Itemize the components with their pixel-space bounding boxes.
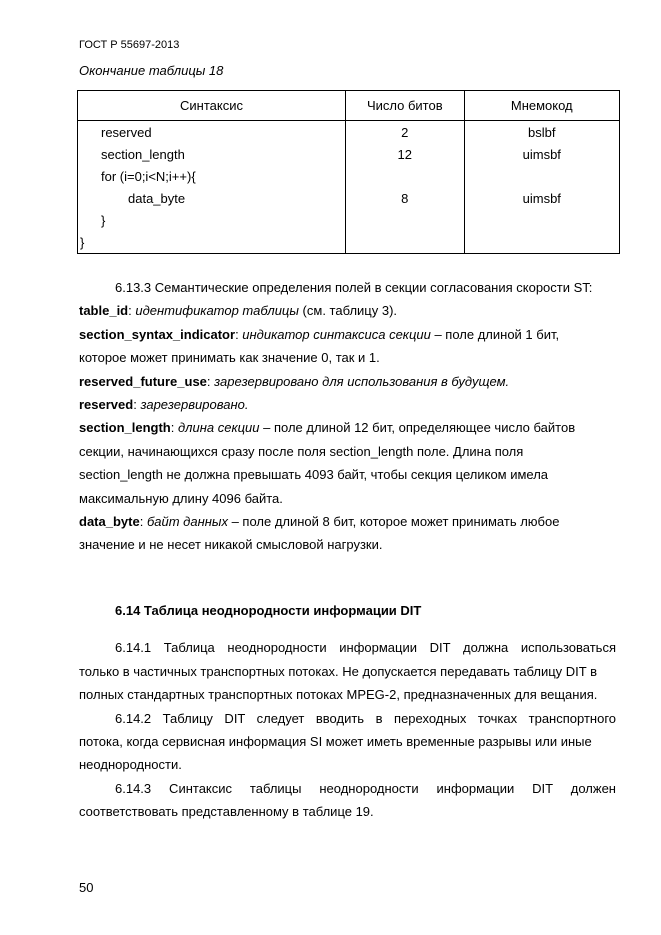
field-continuation: значение и не несет никакой смысловой нагрузки. (79, 537, 383, 553)
mnemonic-cell (464, 209, 619, 231)
mnemonic-cell (464, 231, 619, 254)
syntax-cell: reserved (78, 121, 346, 144)
syntax-cell: } (78, 209, 346, 231)
paragraph-6-14-2-line: неоднородности. (79, 757, 182, 773)
mnemonic-cell: uimsbf (464, 143, 619, 165)
header-syntax: Синтаксис (78, 91, 346, 121)
table-row (78, 165, 620, 187)
table-header-row (78, 91, 620, 121)
field-definition: зарезервировано. (140, 397, 249, 413)
mnemonic-cell: bslbf (464, 121, 619, 144)
mnemonic-cell (464, 165, 619, 187)
field-definition: зарезервировано для использования в будущем. (214, 373, 510, 389)
table-row (78, 231, 620, 254)
mnemonic-cell: uimsbf (464, 187, 619, 209)
bits-cell (346, 231, 465, 254)
paragraph-6-13-3: 6.13.3 Семантические определения полей в секции согласования скорости ST: (115, 280, 593, 295)
field-data-byte: data_byte: байт данных – поле длиной 8 бит, которое может принимать любое (79, 514, 560, 530)
syntax-table (77, 90, 620, 254)
paragraph-6-14-3-line: соответствовать представленному в таблице 19. (79, 804, 374, 820)
header-mnemonic: Мнемокод (464, 91, 619, 121)
header-bits: Число битов (346, 91, 465, 121)
body-text (79, 276, 616, 824)
standard-header: ГОСТ Р 55697-2013 (79, 39, 180, 51)
field-section-syntax-indicator: section_syntax_indicator: индикатор синтаксиса секции – поле длиной 1 бит, (79, 326, 560, 342)
bits-cell: 8 (346, 187, 465, 209)
paragraph-6-14-1-line: 6.14.1 Таблица неоднородности информации DIT должна использоваться (115, 640, 616, 656)
table-row (78, 121, 620, 144)
paragraph-6-14-1-line: только в частичных транспортных потоках. Не допускается передавать таблицу DIT в (79, 663, 598, 679)
field-reserved-future-use: reserved_future_use: зарезервировано для использования в будущем. (79, 373, 510, 389)
syntax-cell: section_length (78, 143, 346, 165)
paragraph-6-14-2-line: потока, когда сервисная информация SI может иметь временные разрывы или иные (79, 733, 592, 749)
field-definition: индикатор синтаксиса секции (242, 326, 431, 342)
field-definition: байт данных (146, 514, 228, 530)
field-table-id: table_id: идентификатор таблицы (см. таблицу 3). (79, 303, 398, 319)
paragraph-6-14-1-line: полных стандартных транспортных потоках MPEG-2, предназначенных для вещания. (79, 687, 598, 703)
syntax-cell: data_byte (78, 187, 346, 209)
field-term: reserved_future_use (79, 373, 207, 389)
bits-cell (346, 165, 465, 187)
table-caption: Окончание таблицы 18 (79, 63, 224, 78)
field-continuation: секции, начинающихся сразу после поля section_length поле. Длина поля (79, 443, 524, 459)
table-row (78, 209, 620, 231)
bits-cell: 2 (346, 121, 465, 144)
paragraph-6-14-3-line: 6.14.3 Синтаксис таблицы неоднородности информации DIT должен (115, 780, 616, 796)
field-section-length: section_length: длина секции – поле длиной 12 бит, определяющее число байтов (79, 420, 576, 436)
field-term: table_id (79, 303, 129, 319)
field-continuation: которое может принимать как значение 0, так и 1. (79, 350, 380, 366)
bits-cell: 12 (346, 143, 465, 165)
table-row (78, 187, 620, 209)
field-continuation: section_length не должна превышать 4093 байт, чтобы секция целиком имела (79, 467, 549, 483)
syntax-cell: } (78, 231, 346, 254)
field-term: section_length (79, 420, 171, 436)
paragraph-6-14-2-line: 6.14.2 Таблицу DIT следует вводить в переходных точках транспортного (115, 710, 616, 726)
field-reserved: reserved: зарезервировано. (79, 397, 249, 413)
field-term: data_byte (79, 514, 140, 530)
field-continuation: максимальную длину 4096 байта. (79, 490, 283, 506)
section-heading: 6.14 Таблица неоднородности информации DIT (115, 602, 422, 618)
field-term: reserved (79, 397, 134, 413)
table-row (78, 143, 620, 165)
field-definition: длина секции (177, 420, 260, 436)
field-term: section_syntax_indicator (79, 326, 236, 342)
page-number: 50 (79, 880, 94, 895)
field-definition: идентификатор таблицы (135, 303, 299, 319)
syntax-cell: for (i=0;i<N;i++){ (78, 165, 346, 187)
bits-cell (346, 209, 465, 231)
